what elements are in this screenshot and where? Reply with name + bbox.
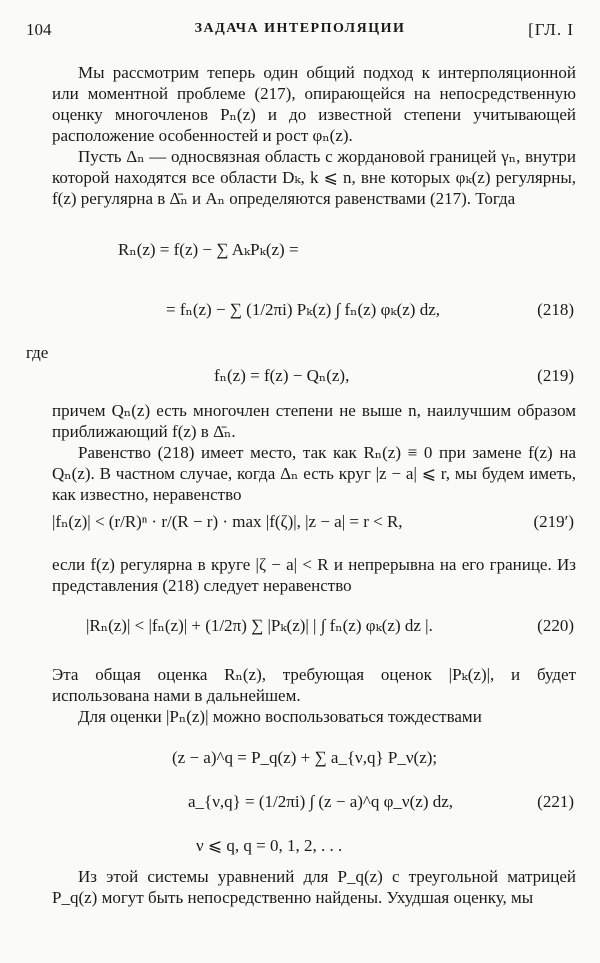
chapter-mark: [ГЛ. I — [528, 20, 574, 39]
equation-220-number: (220) — [537, 616, 574, 635]
paragraph-7: Для оценки |Pₙ(z)| можно воспользоваться тождествами — [78, 707, 482, 726]
equation-219-prime: |fₙ(z)| < (r/R)ⁿ · r/(R − r) · max |f(ζ)|, |z − a| = r < R, — [52, 512, 403, 531]
equation-218-number: (218) — [537, 300, 574, 319]
running-title: ЗАДАЧА ИНТЕРПОЛЯЦИИ — [194, 21, 406, 36]
equation-221-line-3: ν ⩽ q, q = 0, 1, 2, . . . — [196, 836, 343, 855]
equation-220: |Rₙ(z)| < |fₙ(z)| + (1/2π) ∑ |Pₖ(z)| | ∫ fₙ(z) φₖ(z) dz |. — [86, 616, 433, 635]
paragraph-4: Равенство (218) имеет место, так как Rₙ(z) ≡ 0 при замене f(z) на Qₙ(z). В частном случае, когда Δₙ есть круг |z − a| ⩽ r, мы будем иметь, как известно, неравенство — [52, 443, 576, 504]
equation-218-line-2: = fₙ(z) − ∑ (1/2πi) Pₖ(z) ∫ fₙ(z) φₖ(z) dz, — [166, 300, 441, 319]
equation-219-number: (219) — [537, 366, 574, 385]
paragraph-3: причем Qₙ(z) есть многочлен степени не выше n, наилучшим образом приближающий f(z) в Δ̄ₙ. — [52, 401, 576, 441]
equation-221-line-2: a_{ν,q} = (1/2πi) ∫ (z − a)^q φ_ν(z) dz, — [188, 792, 454, 811]
paragraph-2: Пусть Δₙ — односвязная область с жордановой границей γₙ, внутри которой находятся все области Dₖ, k ⩽ n, вне которых φₖ(z) регулярны, f(z) регулярна в Δ̄ₙ и Aₙ определяются равенствами (217). Тогда — [52, 147, 576, 208]
equation-221-number: (221) — [537, 792, 574, 811]
paragraph-8: Из этой системы уравнений для P_q(z) с треугольной матрицей P_q(z) могут быть непосредственно найдены. Ухудшая оценку, мы — [52, 867, 576, 907]
page-number: 104 — [26, 20, 52, 39]
running-header — [26, 20, 574, 46]
equation-219-prime-number: (219′) — [533, 512, 574, 531]
paragraph-1: Мы рассмотрим теперь один общий подход к интерполяционной или моментной проблеме (217), опирающейся на непосредственную оценку многочленов Pₙ(z) и до известной степени учитывающей расположение особенностей и рост φₙ(z). — [52, 63, 576, 145]
where-label: где — [26, 343, 49, 362]
paragraph-5: если f(z) регулярна в круге |ζ − a| < R и непрерывна на его границе. Из представления (218) следует неравенство — [52, 555, 576, 595]
equation-219: fₙ(z) = f(z) − Qₙ(z), — [214, 366, 350, 385]
paragraph-6: Эта общая оценка Rₙ(z), требующая оценок |Pₖ(z)|, и будет использована нами в дальнейшем. — [52, 665, 576, 705]
equation-218-line-1: Rₙ(z) = f(z) − ∑ AₖPₖ(z) = — [118, 240, 299, 259]
equation-221-line-1: (z − a)^q = P_q(z) + ∑ a_{ν,q} P_ν(z); — [172, 748, 438, 767]
